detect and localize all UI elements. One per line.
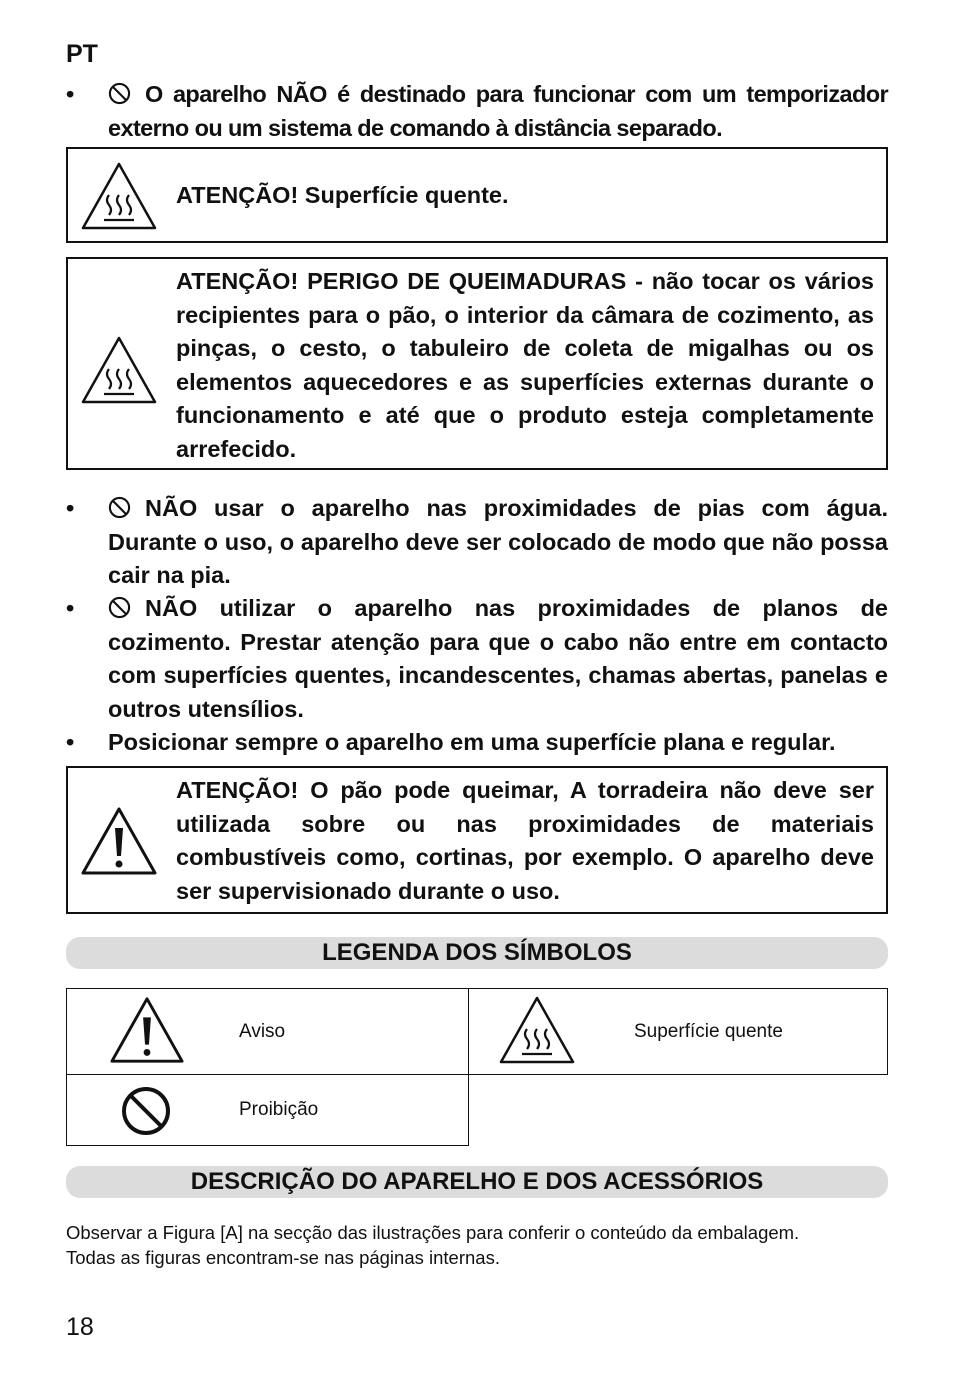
warning-text: ATENÇÃO! Superfície quente.	[176, 182, 509, 208]
warning-box	[66, 147, 888, 243]
bullet-marker: •	[66, 81, 75, 107]
bullet-text: NÃO utilizar o aparelho nas proximidades de planos de cozimento. Prestar atenção para que o cabo não entre em contacto com superfícies quentes, incandescentes, chamas abertas, panelas e outros utensílios.	[108, 595, 888, 722]
legend-label: Superfície quente	[634, 1020, 783, 1042]
legend-cell-hot-surface	[468, 988, 888, 1075]
bullet-text: NÃO usar o aparelho nas proximidades de pias com água. Durante o uso, o aparelho deve ser colocado de modo que não possa cair na pia.	[108, 495, 888, 588]
prohibition-icon	[108, 496, 131, 519]
warning-box	[66, 766, 888, 914]
hot-surface-icon	[80, 335, 158, 405]
section-header-legend: LEGENDA DOS SÍMBOLOS	[66, 937, 888, 969]
description-paragraph	[66, 1220, 896, 1270]
bullet-item	[66, 492, 888, 593]
bullet-marker: •	[66, 495, 75, 521]
warning-text: ATENÇÃO! PERIGO DE QUEIMADURAS - não tocar os vários recipientes para o pão, o interior da câmara de cozimento, as pinças, o cesto, o tabuleiro de coleta de migalhas ou os elementos aquecedores e as superfícies externas durante o funcionamento e até que o produto esteja completamente arrefecido.	[176, 268, 874, 462]
warning-box	[66, 257, 888, 470]
bullet-item	[66, 78, 888, 145]
hot-surface-icon	[80, 161, 158, 231]
bullet-marker: •	[66, 595, 75, 621]
legend-cell-prohibition	[66, 1074, 469, 1146]
legend-cell-warning	[66, 988, 469, 1075]
prohibition-icon	[108, 82, 131, 105]
prohibition-icon	[108, 596, 131, 619]
bullet-item	[66, 726, 888, 760]
warning-icon	[80, 806, 158, 876]
warning-icon	[109, 995, 185, 1065]
prohibition-icon	[120, 1085, 172, 1137]
language-code: PT	[66, 40, 98, 68]
section-header-description: DESCRIÇÃO DO APARELHO E DOS ACESSÓRIOS	[66, 1166, 888, 1198]
legend-label: Aviso	[239, 1020, 286, 1042]
description-line: Observar a Figura [A] na secção das ilustrações para conferir o conteúdo da embalagem.	[66, 1222, 800, 1243]
legend-label: Proibição	[239, 1099, 319, 1120]
hot-surface-icon	[497, 995, 577, 1065]
symbol-legend-table	[66, 988, 888, 1146]
description-line: Todas as figuras encontram-se nas páginas internas.	[66, 1247, 500, 1268]
bullet-item	[66, 592, 888, 726]
page-number: 18	[66, 1313, 94, 1341]
bullet-text: O aparelho NÃO é destinado para funcionar com um temporizador externo ou um sistema de comando à distância separado.	[108, 81, 888, 141]
bullet-text: Posicionar sempre o aparelho em uma superfície plana e regular.	[108, 729, 836, 755]
warning-text: ATENÇÃO! O pão pode queimar, A torradeira não deve ser utilizada sobre ou nas proximidades de materiais combustíveis como, cortinas, por exemplo. O aparelho deve ser supervisionado durante o uso.	[176, 777, 874, 904]
bullet-marker: •	[66, 729, 75, 755]
